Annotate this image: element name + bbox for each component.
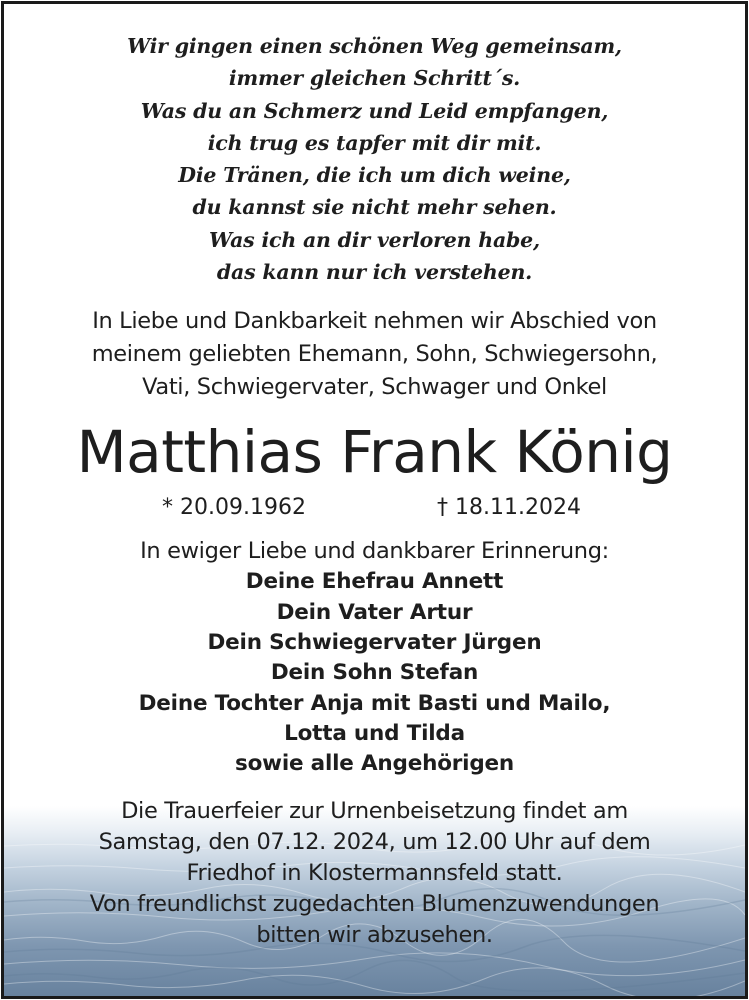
death-date: † 18.11.2024 (437, 495, 581, 521)
mourner-entry: Deine Ehefrau Annett (245, 569, 504, 595)
mourner-entry: Dein Vater Artur (276, 599, 473, 625)
notice-line: Samstag, den 07.12. 2024, um 12.00 Uhr auf dem (98, 829, 651, 856)
intro-line: Vati, Schwiegervater, Schwager und Onkel (142, 374, 607, 401)
poem-line: Die Tränen, die ich um dich weine, (178, 163, 571, 188)
intro-line: In Liebe und Dankbarkeit nehmen wir Abschied von (92, 308, 657, 335)
poem-line: immer gleichen Schritt´s. (228, 66, 521, 91)
birth-date: * 20.09.1962 (162, 495, 306, 521)
funeral-notice (4, 796, 745, 951)
farewell-intro (4, 305, 745, 404)
mourner-entry: sowie alle Angehörigen (234, 751, 515, 777)
notice-line: bitten wir abzusehen. (256, 922, 493, 949)
notice-line: Von freundlichst zugedachten Blumenzuwendungen (89, 891, 660, 918)
poem-line: Was ich an dir verloren habe, (209, 227, 540, 252)
notice-line: Friedhof in Klostermannsfeld statt. (186, 860, 563, 887)
deceased-name: Matthias Frank König (76, 418, 673, 487)
mourner-entry: Dein Schwiegervater Jürgen (207, 629, 542, 655)
intro-line: meinem geliebten Ehemann, Sohn, Schwiegersohn, (91, 341, 658, 368)
mourners-list (4, 567, 745, 779)
notice-line: Die Trauerfeier zur Urnenbeisetzung findet am (121, 798, 628, 825)
obituary-content (4, 4, 745, 951)
poem-line: Wir gingen einen schönen Weg gemeinsam, (127, 34, 622, 58)
mourner-entry: Deine Tochter Anja mit Basti und Mailo, (138, 690, 611, 716)
obituary-frame (1, 1, 748, 999)
poem-line: das kann nur ich verstehen. (216, 260, 533, 285)
life-dates (4, 490, 745, 526)
poem-line: Was du an Schmerz und Leid empfangen, (140, 98, 609, 123)
poem-line: du kannst sie nicht mehr sehen. (192, 195, 557, 220)
mourner-entry: Lotta und Tilda (284, 720, 465, 746)
poem-line: ich trug es tapfer mit dir mit. (207, 130, 542, 155)
memory-line: In ewiger Liebe und dankbarer Erinnerung: (140, 538, 609, 565)
memorial-poem (4, 30, 745, 288)
mourner-entry: Dein Sohn Stefan (270, 660, 479, 686)
